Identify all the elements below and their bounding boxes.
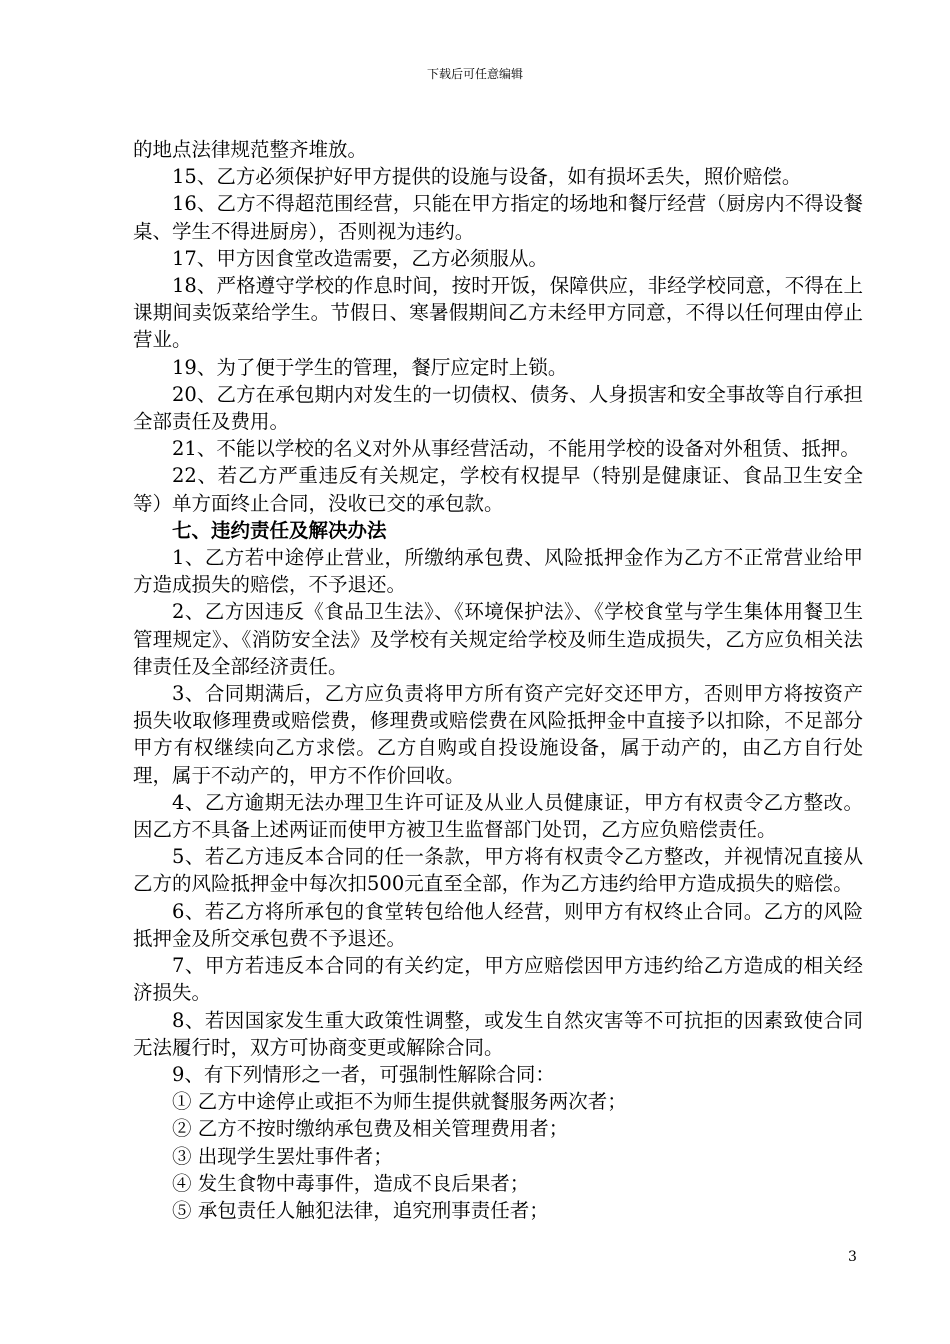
clause-21: 21、不能以学校的名义对外从事经营活动，不能用学校的设备对外租赁、抵押。 [172, 437, 860, 461]
liability-clause-1: 1、乙方若中途停止营业，所缴纳承包费、风险抵押金作为乙方不正常营业给甲方造成损失的赔偿，不予退还。 [133, 546, 863, 597]
liability-clause-7: 7、甲方若违反本合同的有关约定，甲方应赔偿因甲方违约给乙方造成的相关经济损失。 [133, 954, 863, 1005]
document-body [133, 136, 863, 1224]
page-header: 下载后可任意编辑 [426, 67, 523, 81]
liability-clause-3: 3、合同期满后，乙方应负责将甲方所有资产完好交还甲方，否则甲方将按资产损失收取修理费或赔偿费，修理费或赔偿费在风险抵押金中直接予以扣除，不足部分甲方有权继续向乙方求偿。乙方自购或自投设施设备，属于动产的，由乙方自行处理，属于不动产的，甲方不作价回收。 [133, 682, 863, 787]
liability-clause-2: 2、乙方因违反《食品卫生法》、《环境保护法》、《学校食堂与学生集体用餐卫生管理规定》、《消防安全法》及学校有关规定给学校及师生造成损失，乙方应负相关法律责任及全部经济责任。 [133, 600, 863, 678]
clause-16: 16、乙方不得超范围经营，只能在甲方指定的场地和餐厅经营（厨房内不得设餐桌、学生不得进厨房），否则视为违约。 [133, 192, 863, 243]
list-item: ③ 出现学生罢灶事件者； [172, 1144, 393, 1168]
list-item: ② 乙方不按时缴纳承包费及相关管理费用者； [172, 1117, 569, 1141]
liability-clause-6: 6、若乙方将所承包的食堂转包给他人经营，则甲方有权终止合同。乙方的风险抵押金及所交承包费不予退还。 [133, 899, 863, 950]
clause-22: 22、若乙方严重违反有关规定，学校有权提早（特别是健康证、食品卫生安全等）单方面终止合同，没收已交的承包款。 [133, 464, 863, 515]
clause-18: 18、严格遵守学校的作息时间，按时开饭，保障供应，非经学校同意，不得在上课期间卖饭菜给学生。节假日、寒暑假期间乙方未经甲方同意，不得以任何理由停止营业。 [133, 274, 863, 352]
list-item: ① 乙方中途停止或拒不为师生提供就餐服务两次者； [172, 1090, 627, 1114]
clause-15: 15、乙方必须保护好甲方提供的设施与设备，如有损坏丢失，照价赔偿。 [172, 165, 802, 189]
clause-19: 19、为了便于学生的管理，餐厅应定时上锁。 [172, 355, 568, 379]
liability-clause-5: 5、若乙方违反本合同的任一条款，甲方将有权责令乙方整改，并视情况直接从乙方的风险抵押金中每次扣500元直至全部，作为乙方违约给甲方造成损失的赔偿。 [133, 845, 863, 896]
clause-20: 20、乙方在承包期内对发生的一切债权、债务、人身损害和安全事故等自行承担全部责任及费用。 [133, 382, 863, 434]
paragraph: 的地点法律规范整齐堆放。 [133, 138, 368, 161]
liability-clause-4: 4、乙方逾期无法办理卫生许可证及从业人员健康证，甲方有权责令乙方整改。因乙方不具备上述两证而使甲方被卫生监督部门处罚，乙方应负赔偿责任。 [133, 790, 863, 842]
section-heading: 七、违约责任及解决办法 [172, 518, 387, 542]
page-number: 3 [848, 1249, 857, 1265]
clause-17: 17、甲方因食堂改造需要，乙方必须服从。 [172, 246, 548, 270]
liability-clause-8: 8、若因国家发生重大政策性调整，或发生自然灾害等不可抗拒的因素致使合同无法履行时，双方可协商变更或解除合同。 [133, 1008, 863, 1059]
liability-clause-9: 9、有下列情形之一者，可强制性解除合同： [172, 1062, 555, 1086]
list-item: ⑤ 承包责任人触犯法律，追究刑事责任者； [172, 1198, 549, 1222]
list-item: ④ 发生食物中毒事件，造成不良后果者； [172, 1171, 530, 1195]
